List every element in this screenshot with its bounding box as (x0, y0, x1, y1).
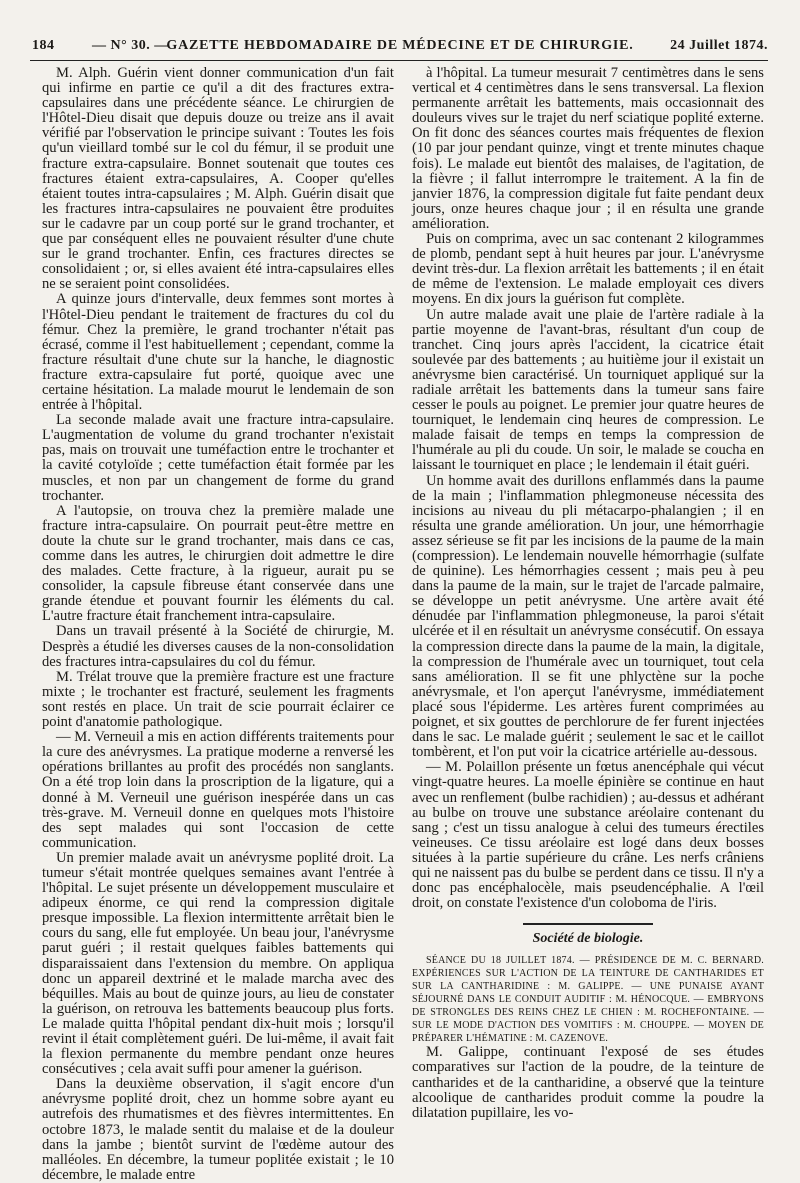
right-column (412, 65, 764, 1121)
paragraph: à l'hôpital. La tumeur mesurait 7 centimètres dans le sens vertical et 4 centimètres dans le sens transversal. La flexion permanente arrêtait les battements, mais occasionnait des douleurs vives sur le trajet du nerf sciatique poplité externe. On fit donc des séances courtes mais fréquentes de flexion (10 par jour pendant quinze, vingt et trente minutes chaque fois). Le malade eut bientôt des malaises, de l'agitation, de la fièvre ; il fallut interrompre le traitement. A la fin de janvier 1876, la compression digitale fut faite pendant deux jours, onze heures chaque jour ; il en résulta une grande amélioration. (412, 65, 764, 232)
section-summary: SÉANCE DU 18 JUILLET 1874. — PRÉSIDENCE DE M. C. BERNARD. EXPÉRIENCES SUR L'ACTION DE LA TEINTURE DE CANTHARIDES ET SUR LA CANTHARIDINE : M. GALIPPE. — UNE PUNAISE AYANT SÉJOURNÉ DANS LE CONDUIT AUDITIF : M. HÉNOCQUE. — EMBRYONS DE STRONGLES DES REINS CHEZ LE CHIEN : M. ROCHEFONTAINE. — SUR LE MODE D'ACTION DES VOMITIFS : M. CHOUPPE. — MOYEN DE PRÉPARER L'HÉMATINE : M. CAZENOVE. (412, 955, 764, 1045)
header-rule (30, 60, 768, 61)
paragraph: Puis on comprima, avec un sac contenant 2 kilogrammes de plomb, pendant sept à huit heures par jour. L'anévrysme devint très-dur. La flexion arrêtait les battements ; il en était de même de l'extension. Le malade employait ces divers moyens. En dix jours la guérison fut complète. (412, 231, 764, 308)
page-header (32, 38, 768, 60)
paragraph: — M. Polaillon présente un fœtus anencéphale qui vécut vingt-quatre heures. La moelle épinière se continue en haut avec un renflement (bulbe rachidien) ; au-dessus et adhérant au bulbe on trouve une substance aréolaire contenant du sang ; c'est un tissu analogue à celui des tumeurs érectiles veineuses. Ce tissu aréolaire est logé dans deux bosses situées à la partie supérieure du crâne. Les nerfs crâniens qui ne naissent pas du bulbe se perdent dans ce tissu. Il n'y a donc pas encéphalocèle, mais pseudencéphalie. A l'œil droit, on constate l'existence d'un coloboma de l'iris. (412, 759, 764, 912)
section-title: Société de biologie. (532, 931, 644, 947)
paragraph: La seconde malade avait une fracture intra-capsulaire. L'augmentation de volume du grand trochanter n'existait pas, mais on trouvait une tuméfaction entre le trochanter et la cavité cotyloïde ; cette tuméfaction était formée par les muscles, et non par un changement de forme du grand trochanter. (42, 412, 394, 504)
issue-number: — N° 30. — (92, 38, 169, 53)
paragraph: M. Trélat trouve que la première fracture est une fracture mixte ; le trochanter est fracturé, seulement les fragments sont restés en place. Un trait de scie pourrait éclairer ce point d'anatomie pathologique. (42, 668, 394, 731)
paragraph: M. Galippe, continuant l'exposé de ses études comparatives sur l'action de la poudre, de la teinture de cantharides et de la cantharidine, a observé que la teinture alcoolique de cantharides produit comme la poudre la dilatation pupillaire, les vo- (412, 1044, 764, 1121)
paragraph: M. Alph. Guérin vient donner communication d'un fait qui infirme en partie ce qu'il a dit des fractures extra-capsulaires dans une précédente séance. Le chirurgien de l'Hôtel-Dieu disait que depuis douze ou treize ans il avait vérifié par l'observation le principe suivant : Toutes les fois qu'un vieillard tombé sur le col du fémur, il se produit une fracture extra-capsulaire. Bonnet soutenait que toutes ces fractures étaient extra-capsulaires, A. Cooper qu'elles étaient toutes intra-capsulaires ; M. Alph. Guérin disait que les fractures intra-capsulaires ne pouvaient être produites sur le cadavre par un coup porté sur le grand trochanter, et que par conséquent elles ne pouvaient résulter d'une chute sur le grand trochanter. Enfin, ces fractures directes se consolidaient ; or, si elles avaient été intra-capsulaires elles ne se seraient point consolidées. (42, 65, 394, 293)
paragraph: A l'autopsie, on trouva chez la première malade une fracture intra-capsulaire. On pourrait peut-être mettre en doute la chute sur le grand trochanter, mais dans ce cas, comme dans les autres, le chirurgien doit admettre le dire des malades. Cette fracture, à la rigueur, aurait pu se consolider, la capsule fibreuse étant conservée dans une grande étendue et pouvant fournir les éléments du cal. L'autre fracture était franchement intra-capsulaire. (42, 502, 394, 625)
page-number: 184 (32, 38, 55, 53)
paragraph: Un autre malade avait une plaie de l'artère radiale à la partie moyenne de l'avant-bras, résultant d'un coup de tranchet. Cinq jours après l'accident, la cicatrice était soulevée par des battements ; au huitième jour il existait un anévrysme bien caractérisé. Un tourniquet appliqué sur la radiale arrêtait les battements dans la tumeur sans faire cesser le pouls au poignet. Le premier jour quatre heures de tourniquet, le lendemain cinq heures de compression. Le malade faisait de temps en temps la compression de l'humérale au pli du coude. Un soir, le malade se coucha en laissant le tourniquet en place ; le lendemain il était guéri. (412, 306, 764, 474)
paragraph: Un homme avait des durillons enflammés dans la paume de la main ; l'inflammation phlegmoneuse nécessita des incisions au niveau du pli métacarpo-phalangien ; il en résulta une grande amélioration. Un jour, une hémorrhagie assez sérieuse se fit par les incisions de la paume de la main (compression). Le lendemain nouvelle hémorrhagie (sulfate de quinine). Les hémorrhagies cessent ; mais peu à peu dans la paume de la main, sur le trajet de l'arcade palmaire, se développe un petit anévrysme. Une artère avait été dénudée par l'inflammation phlegmoneuse, la paroi s'était ulcérée et il en résultait un anévrysme consécutif. On essaya la compression directe dans la paume de la main, la digitale, la compression de l'humérale avec un tourniquet, tout cela sans amélioration. Il se fit une phlyctène sur la poche anévrysmale, et l'on aperçut l'anévrysme, immédiatement placé sous l'épiderme. Les artères furent comprimées au poignet, et six gouttes de perchlorure de fer furent injectées dans le sac. Le malade guérit ; seulement le sac et le caillot tombèrent, et l'on put voir la cicatrice artérielle au-dessous. (412, 472, 764, 761)
paragraph: Dans la deuxième observation, il s'agit encore d'un anévrysme poplité droit, chez un homme sobre ayant eu autrefois des rhumatismes et des fièvres intermittentes. En octobre 1873, le malade sentit du malaise et de la douleur dans la jambe ; bientôt survint de l'œdème autour des malléoles. En décembre, la tumeur poplitée existait ; le 10 décembre, le malade entre (42, 1076, 394, 1183)
issue-date: 24 Juillet 1874. (670, 38, 768, 53)
paragraph: A quinze jours d'intervalle, deux femmes sont mortes à l'Hôtel-Dieu pendant le traitement de fractures du col du fémur. Chez la première, le grand trochanter n'était pas écrasé, comme il l'est habituellement ; cependant, comme la fracture résultait d'une chute sur la hanche, le diagnostic fracture extra-capsulaire fut porté, quoique avec une certaine hésitation. La malade mourut le lendemain de son entrée à l'hôpital. (42, 291, 394, 414)
left-column (42, 65, 394, 1183)
paragraph: Un premier malade avait un anévrysme poplité droit. La tumeur s'était montrée quelques semaines avant l'entrée à l'hôpital. Le sujet présente un développement musculaire et adipeux énorme, ce qui rend la compression digitale presque impossible. La flexion intermittente arrêtait bien le cours du sang, elle fut employée. Un beau jour, l'anévrysme parut guéri ; il restait quelques faibles battements qui disparaissaient dans l'extension du membre. On appliqua donc un appareil dextriné et le malade marcha avec des béquilles. Mais au bout de quinze jours, au lieu de constater la guérison, on retrouva les battements beaucoup plus forts. Le malade quitta l'hôpital pendant dix-huit mois ; lorsqu'il revint il était complètement guéri. De lui-même, il avait fait la flexion permanente du membre pendant onze heures consécutives ; cela avait suffi pour amener la guérison. (42, 849, 394, 1078)
paragraph: Dans un travail présenté à la Société de chirurgie, M. Desprès a étudié les diverses causes de la non-consolidation des fractures intra-capsulaires du col du fémur. (42, 623, 394, 670)
journal-title: GAZETTE HEBDOMADAIRE DE MÉDECINE ET DE CHIRURGIE. (166, 38, 634, 53)
paragraph: — M. Verneuil a mis en action différents traitements pour la cure des anévrysmes. La pratique moderne a renversé les opérations brillantes au profit des procédés non sanglants. On a été trop loin dans la proscription de la ligature, qui a donné à M. Verneuil une guérison inespérée dans un cas très-grave. M. Verneuil donne en quelques mots l'histoire des sept malades qui sont l'occasion de cette communication. (42, 729, 394, 851)
section-separator (523, 923, 653, 925)
